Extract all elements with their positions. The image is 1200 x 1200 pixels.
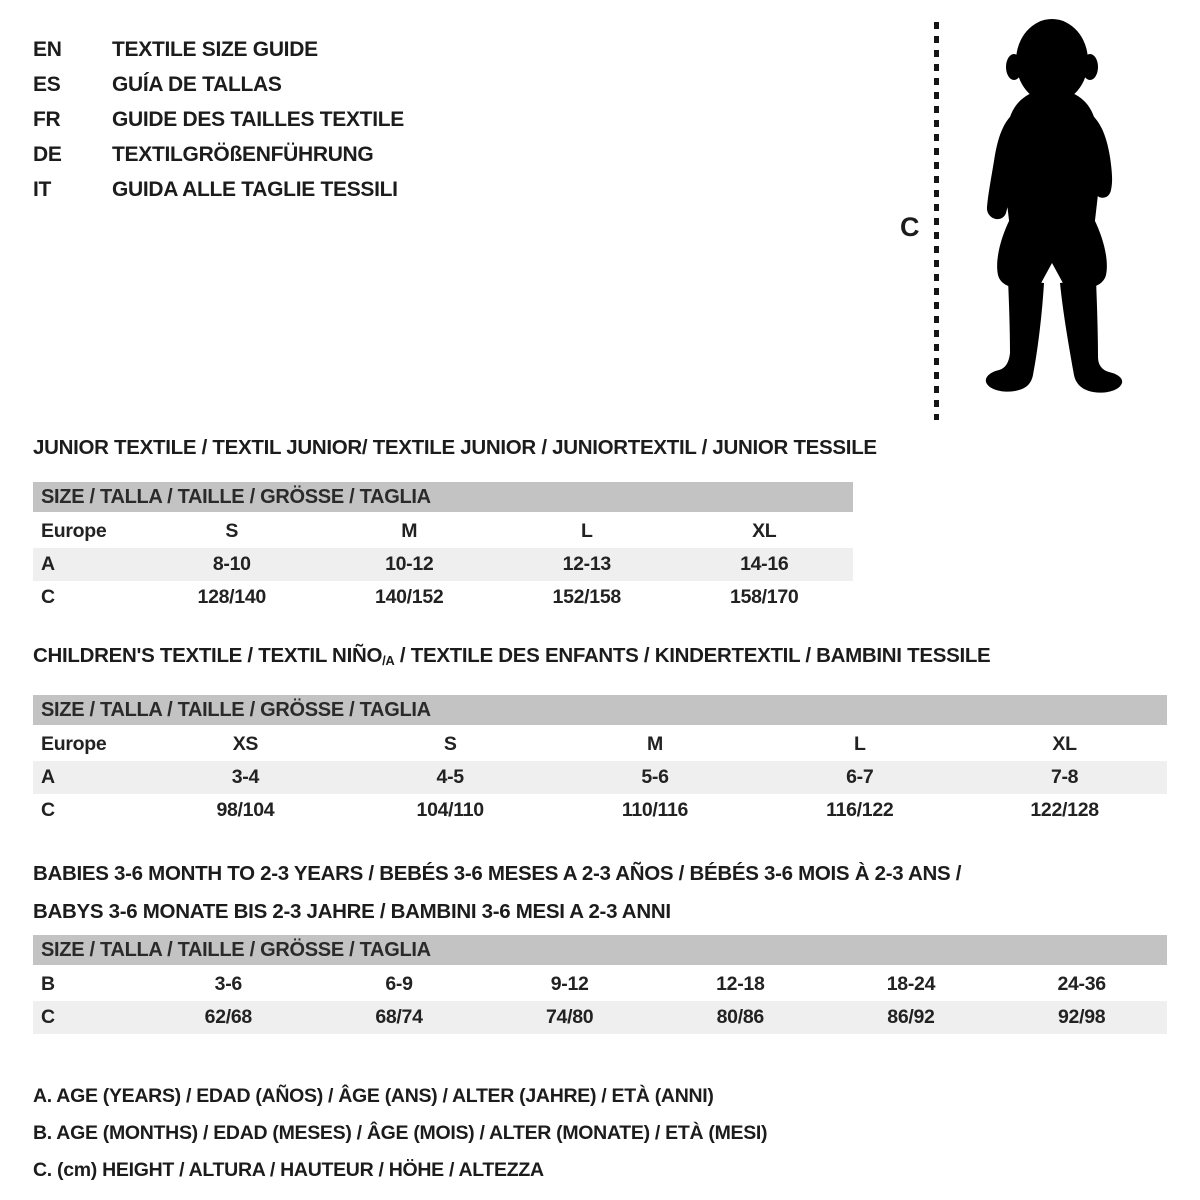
header-area — [33, 20, 1167, 423]
childrens-textile-section — [33, 645, 1167, 827]
size-cell: 152/158 — [552, 586, 621, 608]
title-subscript: /A — [382, 653, 395, 668]
size-cell: 128/140 — [197, 586, 266, 608]
childrens-section-title — [33, 645, 1167, 672]
size-cell: 12-18 — [716, 973, 765, 995]
childrens-size-table — [33, 728, 1167, 827]
size-cell: 12-13 — [562, 553, 611, 575]
row-a — [33, 761, 1167, 794]
legend-line-a: A. AGE (YEARS) / EDAD (AÑOS) / ÂGE (ANS) / ALTER (JAHRE) / ETÀ (ANNI) — [33, 1085, 714, 1107]
size-cell: M — [401, 520, 418, 542]
size-cell: S — [443, 733, 457, 755]
size-cell: 14-16 — [740, 553, 789, 575]
babies-section-title — [33, 855, 1167, 931]
language-code: FR — [33, 108, 61, 131]
language-code: DE — [33, 143, 62, 166]
title-text: / TEXTILE DES ENFANTS / KINDERTEXTIL / BAMBINI TESSILE — [394, 644, 991, 667]
row-label: C — [41, 586, 55, 608]
size-cell: 98/104 — [216, 799, 275, 821]
guide-title-it: GUIDA ALLE TAGLIE TESSILI — [112, 178, 398, 201]
size-cell: 80/86 — [716, 1006, 764, 1028]
legend — [33, 1078, 1167, 1189]
size-cell: 62/68 — [204, 1006, 252, 1028]
language-code: IT — [33, 178, 52, 201]
babies-textile-section — [33, 855, 1167, 1034]
size-cell: 68/74 — [375, 1006, 423, 1028]
size-cell: 8-10 — [212, 553, 251, 575]
guide-title-fr: GUIDE DES TAILLES TEXTILE — [112, 108, 404, 131]
measure-figure — [900, 14, 1140, 424]
row-label: Europe — [41, 520, 107, 542]
size-header-bar: SIZE / TALLA / TAILLE / GRÖSSE / TAGLIA — [33, 482, 853, 512]
size-cell: 116/122 — [826, 799, 894, 821]
language-code: EN — [33, 38, 62, 61]
size-cell: 6-9 — [385, 973, 413, 995]
row-europe — [33, 728, 1167, 761]
row-c — [33, 1001, 1167, 1034]
row-label: Europe — [41, 733, 107, 755]
row-a — [33, 548, 853, 581]
size-cell: 3-6 — [214, 973, 242, 995]
junior-size-table — [33, 515, 853, 614]
size-cell: 140/152 — [375, 586, 444, 608]
guide-title-es: GUÍA DE TALLAS — [112, 73, 282, 96]
legend-line-b: B. AGE (MONTHS) / EDAD (MESES) / ÂGE (MOIS) / ALTER (MONATE) / ETÀ (MESI) — [33, 1122, 768, 1144]
size-cell: 7-8 — [1050, 766, 1079, 788]
size-cell: 110/116 — [621, 799, 689, 821]
row-label: C — [41, 799, 55, 821]
height-label-c: C — [900, 212, 919, 242]
size-cell: XS — [232, 733, 259, 755]
guide-title-de: TEXTILGRÖßENFÜHRUNG — [112, 143, 374, 166]
guide-title-en: TEXTILE SIZE GUIDE — [112, 38, 318, 61]
size-cell: XL — [1052, 733, 1077, 755]
size-cell: L — [853, 733, 866, 755]
size-cell: S — [225, 520, 239, 542]
title-line-2: BABYS 3-6 MONATE BIS 2-3 JAHRE / BAMBINI 3-6 MESI A 2-3 ANNI — [33, 900, 671, 923]
title-line-1: BABIES 3-6 MONTH TO 2-3 YEARS / BEBÉS 3-6 MESES A 2-3 AÑOS / BÉBÉS 3-6 MOIS À 2-3 ANS / — [33, 862, 962, 885]
junior-textile-section — [33, 437, 1167, 614]
size-cell: 18-24 — [886, 973, 936, 995]
size-cell: 4-5 — [436, 766, 464, 788]
row-label: B — [41, 973, 55, 995]
row-label: A — [41, 766, 55, 788]
size-cell: 92/98 — [1057, 1006, 1106, 1028]
title-text: CHILDREN'S TEXTILE / TEXTIL NIÑO — [33, 644, 383, 667]
size-cell: 24-36 — [1057, 973, 1106, 995]
size-cell: 122/128 — [1030, 799, 1099, 821]
toddler-silhouette-icon — [963, 17, 1140, 422]
size-cell: 104/110 — [416, 799, 484, 821]
size-header-bar: SIZE / TALLA / TAILLE / GRÖSSE / TAGLIA — [33, 935, 1167, 965]
size-header-bar: SIZE / TALLA / TAILLE / GRÖSSE / TAGLIA — [33, 695, 1167, 725]
size-cell: L — [580, 520, 593, 542]
height-dashed-line — [934, 22, 939, 420]
size-cell: 9-12 — [550, 973, 589, 995]
row-c — [33, 794, 1167, 827]
junior-section-title: JUNIOR TEXTILE / TEXTIL JUNIOR/ TEXTILE JUNIOR / JUNIORTEXTIL / JUNIOR TESSILE — [33, 436, 877, 459]
row-label: C — [41, 1006, 55, 1028]
babies-size-table — [33, 968, 1167, 1034]
row-europe — [33, 515, 853, 548]
size-cell: 3-4 — [231, 766, 260, 788]
size-cell: 86/92 — [887, 1006, 935, 1028]
size-cell: M — [647, 733, 663, 755]
size-cell: 74/80 — [545, 1006, 594, 1028]
row-c — [33, 581, 853, 614]
size-cell: 158/170 — [730, 586, 799, 608]
size-cell: XL — [752, 520, 777, 542]
row-b — [33, 968, 1167, 1001]
legend-line-c: C. (cm) HEIGHT / ALTURA / HAUTEUR / HÖHE / ALTEZZA — [33, 1159, 544, 1181]
row-label: A — [41, 553, 55, 575]
language-code: ES — [33, 73, 61, 96]
size-cell: 10-12 — [385, 553, 434, 575]
size-cell: 6-7 — [846, 766, 874, 788]
size-cell: 5-6 — [641, 766, 669, 788]
